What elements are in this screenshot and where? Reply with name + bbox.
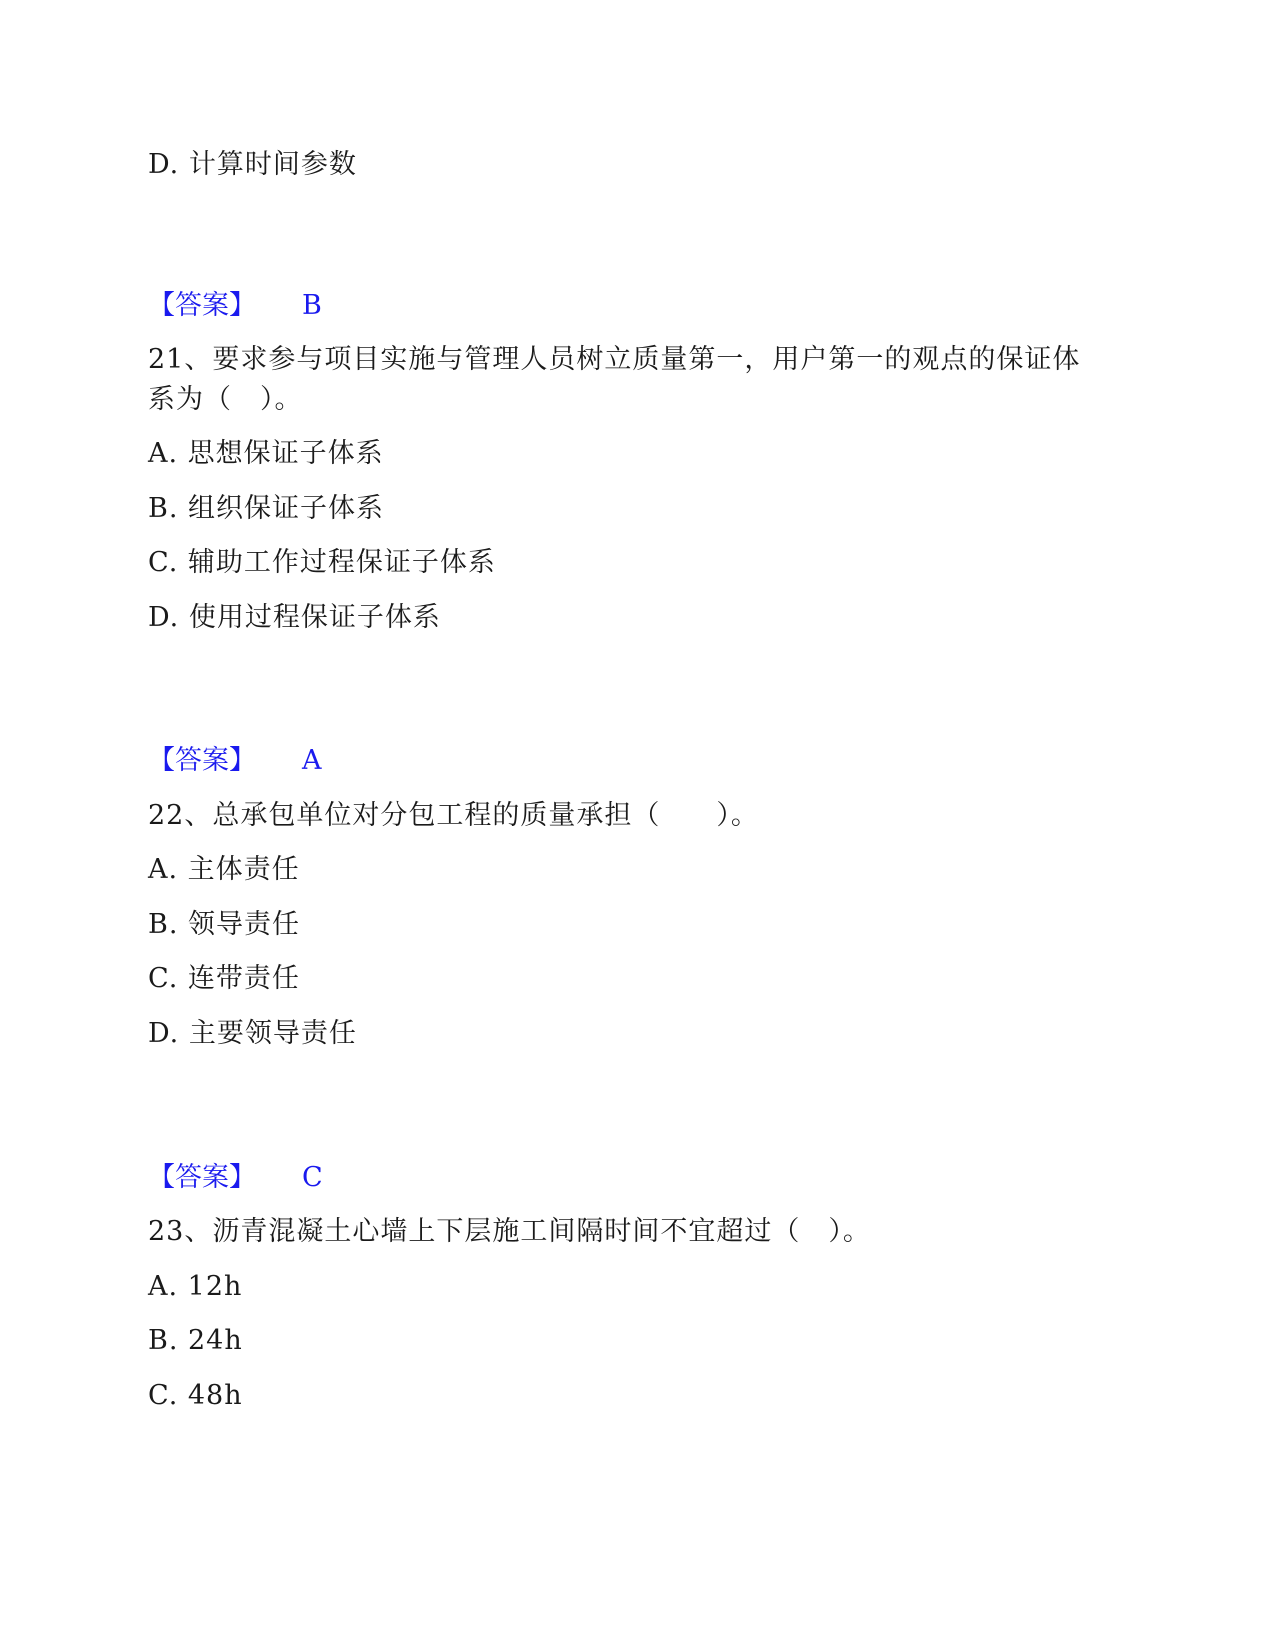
answer-q22 (148, 1158, 323, 1198)
question-21-option-d: D. 使用过程保证子体系 (148, 602, 441, 633)
answer-label: 【答案】 (148, 290, 256, 321)
question-23-option-c: C. 48h (148, 1380, 243, 1411)
question-21-stem-line1: 21、要求参与项目实施与管理人员树立质量第一，用户第一的观点的保证体 (148, 344, 1081, 375)
question-23-option-b: B. 24h (148, 1325, 243, 1356)
question-22-option-b: B. 领导责任 (148, 909, 301, 940)
question-21-stem-line2: 系为（ ）。 (148, 384, 303, 415)
answer-q21 (148, 741, 322, 781)
question-22-stem: 22、总承包单位对分包工程的质量承担（ ）。 (148, 800, 759, 831)
question-21-option-b: B. 组织保证子体系 (148, 493, 385, 524)
question-22-option-a: A. 主体责任 (148, 854, 300, 885)
option-d-previous: D. 计算时间参数 (148, 149, 357, 180)
question-21-option-c: C. 辅助工作过程保证子体系 (148, 547, 496, 578)
answer-value: B (302, 290, 322, 321)
answer-value: A (302, 745, 322, 776)
answer-value: C (302, 1162, 323, 1193)
answer-label: 【答案】 (148, 745, 256, 776)
question-23-stem: 23、沥青混凝土心墙上下层施工间隔时间不宜超过（ ）。 (148, 1216, 871, 1247)
question-22-option-c: C. 连带责任 (148, 963, 300, 994)
question-22-option-d: D. 主要领导责任 (148, 1018, 357, 1049)
question-23-option-a: A. 12h (148, 1271, 243, 1302)
answer-label: 【答案】 (148, 1162, 256, 1193)
question-21-option-a: A. 思想保证子体系 (148, 438, 384, 469)
answer-q20 (148, 286, 322, 326)
